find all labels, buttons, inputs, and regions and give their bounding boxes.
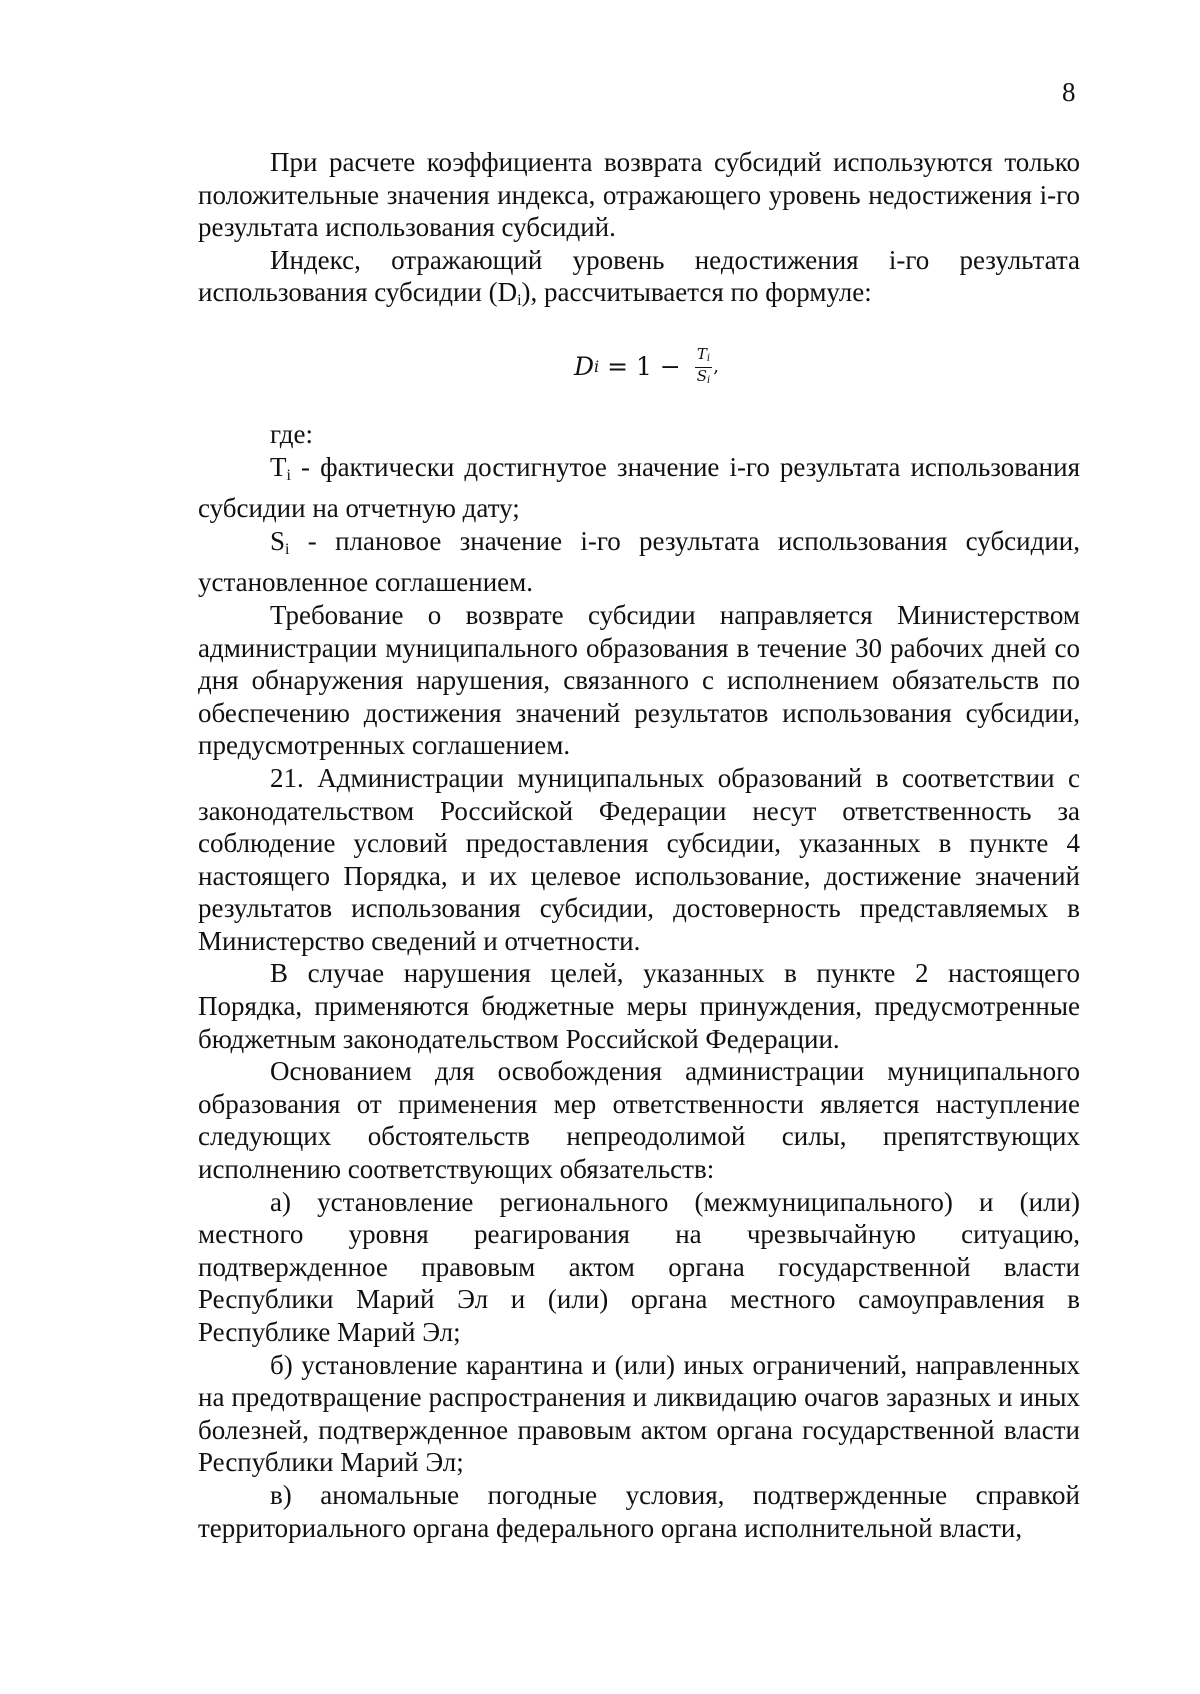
formula-lhs: D [574,352,595,382]
paragraph-budget-measures: В случае нарушения целей, указанных в пункте 2 настоящего Порядка, применяются бюджетные меры принуждения, предусмотренные бюджетным законодательством Российской Федерации. [198,958,1080,1054]
definition-s-symbol: S [270,525,286,556]
list-item-b: б) установление карантина и (или) иных ограничений, направленных на предотвращение распространения и ликвидацию очагов заразных и иных болезней, подтвержденное правовым актом органа государственной власти Республики Марий Эл; [198,1349,1080,1478]
paragraph-return-coefficient: При расчете коэффициента возврата субсидий используются только положительные значения индекса, отражающего уровень недостижения i-го результата использования субсидий. [198,147,1080,243]
definition-t-text: - фактически достигнутое значение i-го результата использования субсидии на отчетную дату; [198,451,1080,524]
formula-numerator [695,346,712,368]
list-item-c: в) аномальные погодные условия, подтвержденные справкой территориального органа федерального органа исполнительной власти, [198,1479,1080,1543]
definition-t [198,451,1080,525]
formula-fraction [695,346,712,389]
index-subscript: i [517,292,522,310]
formula-equals: = 1 − [599,352,689,382]
definition-t-symbol: T [270,451,287,482]
definition-s-text: - плановое значение i-го результата использования субсидии, установленное соглашением. [198,525,1080,598]
denominator-symbol: S [696,366,708,385]
numerator-subscript: i [706,352,711,364]
list-item-a: а) установление регионального (межмуниципального) и (или) местного уровня реагирования на чрезвычайную ситуацию, подтвержденное правовым актом органа государственной власти Республики Марий Эл и (или) органа местного самоуправления в Республике Марий Эл; [198,1186,1080,1347]
formula-denominator [695,368,712,389]
formula [198,318,1080,418]
paragraph-index-definition [198,244,1080,318]
paragraph-return-requirement: Требование о возврате субсидии направляется Министерством администрации муниципального образования в течение 30 рабочих дней со дня обнаружения нарушения, связанного с исполнением обязательств по обеспечению достижения значений результатов использования субсидии, предусмотренных соглашением. [198,599,1080,761]
definition-t-subscript: i [286,466,291,484]
paragraph-index-text-end: ), рассчитывается по формуле: [521,277,872,308]
denominator-subscript: i [707,374,711,386]
formula-trailing-comma: , [713,356,719,378]
page-number: 8 [1062,77,1076,107]
where-label: где: [270,418,313,449]
paragraph-21-responsibility: 21. Администрации муниципальных образований в соответствии с законодательством Российской Федерации несут ответственность за соблюдение условий предоставления субсидии, указанных в пункте 4 настоящего Порядка, и их целевое использование, достижение значений результатов использования субсидии, достоверность представляемых в Министерство сведений и отчетности. [198,762,1080,956]
formula-expression [574,346,719,389]
formula-lhs-subscript: i [594,357,600,377]
body-text [198,146,1080,1544]
numerator-symbol: T [696,344,707,363]
definition-s-subscript: i [285,540,290,558]
paragraph-force-majeure: Основанием для освобождения администрации муниципального образования от применения мер ответственности является наступление следующих обстоятельств непреодолимой силы, препятствующих исполнению соответствующих обязательств: [198,1056,1080,1185]
paragraph-index-text: Индекс, отражающий уровень недостижения i-го результата использования субсидии (D [198,244,1080,308]
definition-s [198,525,1080,599]
